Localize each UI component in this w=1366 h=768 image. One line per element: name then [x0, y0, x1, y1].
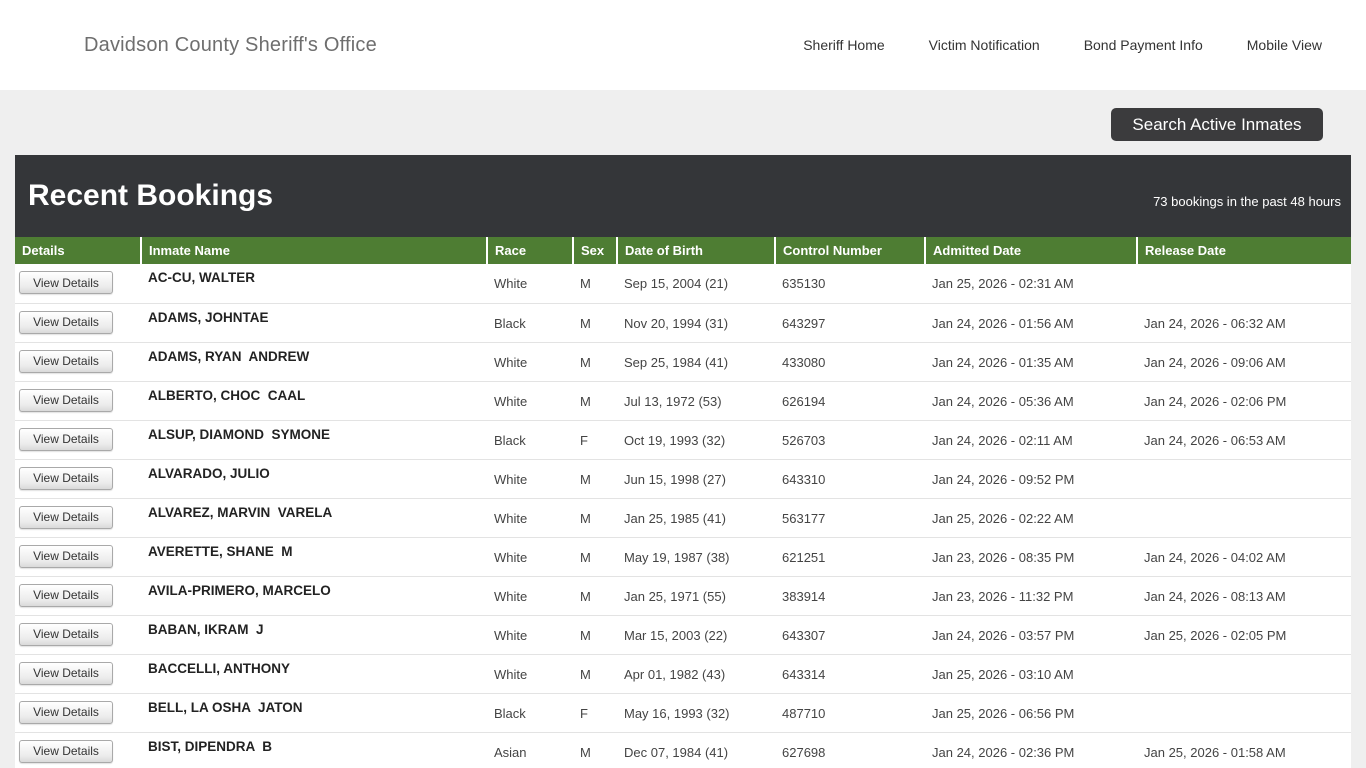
- cell-details: [15, 498, 141, 537]
- cell-dob: Sep 25, 1984 (41): [617, 342, 775, 381]
- bookings-table-body: [15, 264, 1351, 768]
- cell-admitted: Jan 24, 2026 - 01:35 AM: [925, 342, 1137, 381]
- view-details-button[interactable]: View Details: [19, 428, 113, 451]
- cell-control: 383914: [775, 576, 925, 615]
- cell-race: White: [487, 264, 573, 303]
- cell-sex: M: [573, 342, 617, 381]
- cell-dob: May 19, 1987 (38): [617, 537, 775, 576]
- table-row: [15, 576, 1351, 615]
- view-details-button[interactable]: View Details: [19, 545, 113, 568]
- cell-race: Black: [487, 303, 573, 342]
- cell-dob: Dec 07, 1984 (41): [617, 732, 775, 768]
- cell-admitted: Jan 23, 2026 - 08:35 PM: [925, 537, 1137, 576]
- cell-race: White: [487, 537, 573, 576]
- cell-control: 643307: [775, 615, 925, 654]
- table-row: [15, 615, 1351, 654]
- cell-name: ALSUP, DIAMOND SYMONE: [141, 420, 487, 459]
- cell-race: Asian: [487, 732, 573, 768]
- view-details-button[interactable]: View Details: [19, 506, 113, 529]
- table-row: [15, 693, 1351, 732]
- cell-sex: M: [573, 654, 617, 693]
- cell-sex: M: [573, 498, 617, 537]
- table-row: [15, 732, 1351, 768]
- cell-sex: M: [573, 537, 617, 576]
- cell-released: Jan 24, 2026 - 06:53 AM: [1137, 420, 1351, 459]
- cell-admitted: Jan 25, 2026 - 03:10 AM: [925, 654, 1137, 693]
- view-details-button[interactable]: View Details: [19, 467, 113, 490]
- panel-header: [15, 155, 1351, 237]
- cell-name: BELL, LA OSHA JATON: [141, 693, 487, 732]
- cell-details: [15, 693, 141, 732]
- cell-admitted: Jan 24, 2026 - 03:57 PM: [925, 615, 1137, 654]
- cell-name: BABAN, IKRAM J: [141, 615, 487, 654]
- cell-name: BIST, DIPENDRA B: [141, 732, 487, 768]
- cell-released: [1137, 693, 1351, 732]
- column-header-admitted-date: Admitted Date: [925, 237, 1137, 264]
- cell-admitted: Jan 24, 2026 - 09:52 PM: [925, 459, 1137, 498]
- cell-sex: M: [573, 381, 617, 420]
- cell-name: ADAMS, RYAN ANDREW: [141, 342, 487, 381]
- cell-control: 643297: [775, 303, 925, 342]
- nav-link-mobile-view[interactable]: Mobile View: [1246, 37, 1322, 53]
- cell-dob: May 16, 1993 (32): [617, 693, 775, 732]
- table-row: [15, 654, 1351, 693]
- view-details-button[interactable]: View Details: [19, 389, 113, 412]
- search-active-inmates-button[interactable]: Search Active Inmates: [1111, 108, 1323, 141]
- cell-name: BACCELLI, ANTHONY: [141, 654, 487, 693]
- cell-control: 487710: [775, 693, 925, 732]
- cell-race: White: [487, 576, 573, 615]
- cell-dob: Oct 19, 1993 (32): [617, 420, 775, 459]
- recent-bookings-panel: [15, 155, 1351, 768]
- cell-race: Black: [487, 420, 573, 459]
- view-details-button[interactable]: View Details: [19, 311, 113, 334]
- cell-race: White: [487, 459, 573, 498]
- cell-control: 626194: [775, 381, 925, 420]
- cell-control: 643314: [775, 654, 925, 693]
- cell-dob: Apr 01, 1982 (43): [617, 654, 775, 693]
- cell-admitted: Jan 23, 2026 - 11:32 PM: [925, 576, 1137, 615]
- cell-name: AVILA-PRIMERO, MARCELO: [141, 576, 487, 615]
- cell-released: Jan 24, 2026 - 09:06 AM: [1137, 342, 1351, 381]
- table-header-row: [15, 237, 1351, 264]
- top-navigation: [803, 37, 1322, 53]
- table-row: [15, 537, 1351, 576]
- cell-race: White: [487, 654, 573, 693]
- column-header-race: Race: [487, 237, 573, 264]
- cell-admitted: Jan 25, 2026 - 06:56 PM: [925, 693, 1137, 732]
- cell-sex: M: [573, 459, 617, 498]
- cell-released: [1137, 498, 1351, 537]
- cell-details: [15, 537, 141, 576]
- cell-released: Jan 24, 2026 - 06:32 AM: [1137, 303, 1351, 342]
- cell-details: [15, 264, 141, 303]
- cell-details: [15, 615, 141, 654]
- cell-sex: M: [573, 264, 617, 303]
- search-button-row: [0, 90, 1366, 155]
- cell-details: [15, 459, 141, 498]
- cell-details: [15, 381, 141, 420]
- cell-race: White: [487, 381, 573, 420]
- cell-admitted: Jan 24, 2026 - 02:11 AM: [925, 420, 1137, 459]
- bookings-count-text: 73 bookings in the past 48 hours: [1153, 193, 1341, 209]
- view-details-button[interactable]: View Details: [19, 701, 113, 724]
- column-header-inmate-name: Inmate Name: [141, 237, 487, 264]
- bookings-table: [15, 237, 1351, 768]
- view-details-button[interactable]: View Details: [19, 350, 113, 373]
- cell-control: 433080: [775, 342, 925, 381]
- cell-sex: M: [573, 576, 617, 615]
- cell-sex: F: [573, 420, 617, 459]
- cell-released: Jan 25, 2026 - 01:58 AM: [1137, 732, 1351, 768]
- cell-sex: M: [573, 303, 617, 342]
- cell-dob: Jul 13, 1972 (53): [617, 381, 775, 420]
- cell-dob: Jun 15, 1998 (27): [617, 459, 775, 498]
- cell-name: AC-CU, WALTER: [141, 264, 487, 303]
- cell-dob: Mar 15, 2003 (22): [617, 615, 775, 654]
- cell-dob: Sep 15, 2004 (21): [617, 264, 775, 303]
- column-header-control-number: Control Number: [775, 237, 925, 264]
- nav-link-sheriff-home[interactable]: Sheriff Home: [803, 37, 885, 53]
- view-details-button[interactable]: View Details: [19, 623, 113, 646]
- cell-control: 563177: [775, 498, 925, 537]
- cell-sex: F: [573, 693, 617, 732]
- cell-released: Jan 25, 2026 - 02:05 PM: [1137, 615, 1351, 654]
- cell-released: Jan 24, 2026 - 04:02 AM: [1137, 537, 1351, 576]
- cell-name: ALVAREZ, MARVIN VARELA: [141, 498, 487, 537]
- cell-name: AVERETTE, SHANE M: [141, 537, 487, 576]
- cell-admitted: Jan 24, 2026 - 01:56 AM: [925, 303, 1137, 342]
- cell-race: White: [487, 498, 573, 537]
- cell-details: [15, 303, 141, 342]
- cell-released: [1137, 654, 1351, 693]
- page-title: Recent Bookings: [28, 179, 274, 212]
- table-row: [15, 420, 1351, 459]
- view-details-button[interactable]: View Details: [19, 662, 113, 685]
- cell-details: [15, 732, 141, 768]
- cell-sex: M: [573, 732, 617, 768]
- cell-control: 526703: [775, 420, 925, 459]
- cell-details: [15, 576, 141, 615]
- cell-released: Jan 24, 2026 - 02:06 PM: [1137, 381, 1351, 420]
- column-header-details: Details: [15, 237, 141, 264]
- view-details-button[interactable]: View Details: [19, 740, 113, 763]
- cell-released: [1137, 264, 1351, 303]
- cell-released: Jan 24, 2026 - 08:13 AM: [1137, 576, 1351, 615]
- cell-admitted: Jan 24, 2026 - 02:36 PM: [925, 732, 1137, 768]
- view-details-button[interactable]: View Details: [19, 584, 113, 607]
- nav-link-bond-payment-info[interactable]: Bond Payment Info: [1083, 37, 1203, 53]
- cell-name: ALBERTO, CHOC CAAL: [141, 381, 487, 420]
- cell-control: 643310: [775, 459, 925, 498]
- cell-dob: Jan 25, 1985 (41): [617, 498, 775, 537]
- column-header-release-date: Release Date: [1137, 237, 1351, 264]
- cell-dob: Nov 20, 1994 (31): [617, 303, 775, 342]
- column-header-date-of-birth: Date of Birth: [617, 237, 775, 264]
- table-row: [15, 459, 1351, 498]
- cell-race: White: [487, 615, 573, 654]
- table-row: [15, 381, 1351, 420]
- cell-race: White: [487, 342, 573, 381]
- cell-race: Black: [487, 693, 573, 732]
- top-header: [0, 0, 1366, 90]
- table-row: [15, 498, 1351, 537]
- cell-admitted: Jan 24, 2026 - 05:36 AM: [925, 381, 1137, 420]
- nav-link-victim-notification[interactable]: Victim Notification: [928, 37, 1040, 53]
- cell-details: [15, 420, 141, 459]
- table-row: [15, 264, 1351, 303]
- cell-admitted: Jan 25, 2026 - 02:22 AM: [925, 498, 1137, 537]
- cell-name: ADAMS, JOHNTAE: [141, 303, 487, 342]
- cell-sex: M: [573, 615, 617, 654]
- cell-control: 621251: [775, 537, 925, 576]
- table-row: [15, 303, 1351, 342]
- cell-details: [15, 342, 141, 381]
- cell-dob: Jan 25, 1971 (55): [617, 576, 775, 615]
- cell-control: 627698: [775, 732, 925, 768]
- cell-details: [15, 654, 141, 693]
- cell-released: [1137, 459, 1351, 498]
- cell-control: 635130: [775, 264, 925, 303]
- column-header-sex: Sex: [573, 237, 617, 264]
- site-title: Davidson County Sheriff's Office: [84, 33, 377, 56]
- view-details-button[interactable]: View Details: [19, 271, 113, 294]
- cell-admitted: Jan 25, 2026 - 02:31 AM: [925, 264, 1137, 303]
- cell-name: ALVARADO, JULIO: [141, 459, 487, 498]
- table-row: [15, 342, 1351, 381]
